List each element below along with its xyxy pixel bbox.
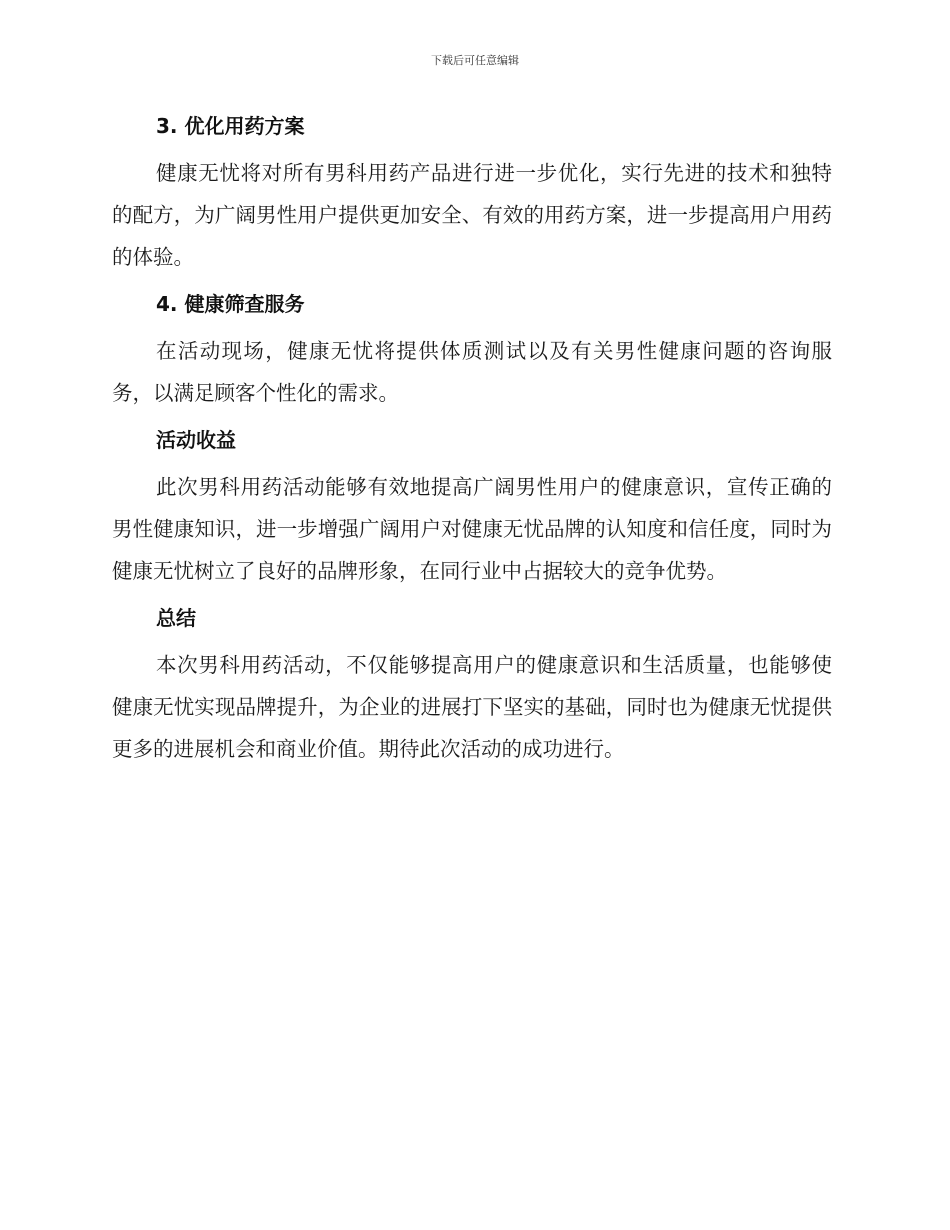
- section-heading-optimize-medication: 3. 优化用药方案: [156, 114, 305, 138]
- section-heading-activity-benefits: 活动收益: [156, 428, 236, 452]
- document-body: [112, 110, 832, 780]
- section-heading-health-screening: 4. 健康筛查服务: [156, 292, 305, 316]
- section-paragraph-optimize-medication: 健康无忧将对所有男科用药产品进行进一步优化，实行先进的技术和独特的配方，为广阔男性用户提供更加安全、有效的用药方案，进一步提高用户用药的体验。: [112, 161, 832, 269]
- section-paragraph-summary: 本次男科用药活动，不仅能够提高用户的健康意识和生活质量，也能够使健康无忧实现品牌提升，为企业的进展打下坚实的基础，同时也为健康无忧提供更多的进展机会和商业价值。期待此次活动的成功进行。: [112, 653, 832, 761]
- section-paragraph-activity-benefits: 此次男科用药活动能够有效地提高广阔男性用户的健康意识，宣传正确的男性健康知识，进一步增强广阔用户对健康无忧品牌的认知度和信任度，同时为健康无忧树立了良好的品牌形象，在同行业中占据较大的竞争优势。: [112, 475, 832, 583]
- section-paragraph-health-screening: 在活动现场，健康无忧将提供体质测试以及有关男性健康问题的咨询服务，以满足顾客个性化的需求。: [112, 339, 832, 405]
- section-heading-summary: 总结: [156, 606, 196, 630]
- page-header-note: 下载后可任意编辑: [431, 54, 519, 67]
